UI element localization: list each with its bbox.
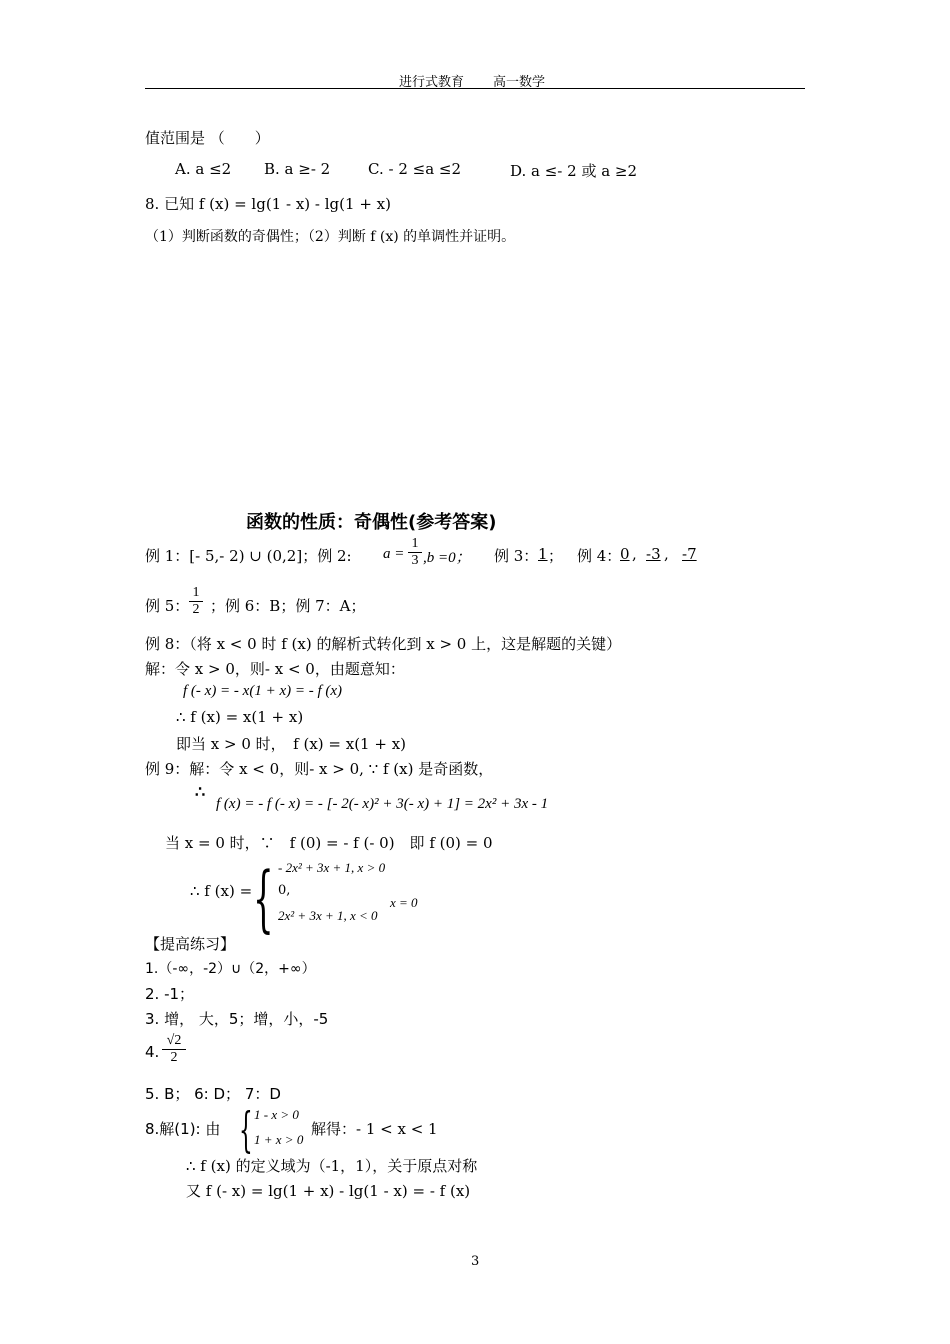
example-5-numerator: 1 [192,585,200,600]
practice-5-7: 5. B； 6: D； 7：D [145,1085,281,1103]
practice-8-domain: ∴ f (x) 的定义域为（-1，1），关于原点对称 [186,1157,478,1175]
practice-4-numerator: √2 [166,1033,182,1048]
example-9-zero-case: 当 x = 0 时，∵ f (0) = - f (- 0) 即 f (0) = 0 [165,834,493,852]
piecewise-lead: ∴ f (x) = [190,882,253,900]
example-2-denominator: 3 [408,552,422,569]
example-5-label: 例 5： [145,597,190,615]
header-rule [145,88,805,89]
example-2-numerator: 1 [411,536,419,551]
piecewise-case-2-cond: x = 0 [390,895,418,910]
practice-8-condition-2: 1 + x > 0 [254,1132,304,1147]
practice-2: 2. -1； [145,985,195,1003]
example-5-7: ；例 6：B；例 7：A； [210,597,366,615]
page-number: 3 [471,1254,480,1269]
question-8: 8. 已知 f (x) = lg(1 - x) - lg(1 + x) [145,195,391,213]
example-4-label: 例 4： [577,547,622,565]
example-9: 例 9：解：令 x < 0，则- x > 0, ∵ f (x) 是奇函数， [145,760,494,778]
example-8-step-3: 即当 x > 0 时， f (x) = x(1 + x) [176,735,407,753]
example-9-equation: f (x) = - f (- x) = - [- 2(- x)² + 3(- x) + 1] = 2x² + 3x - 1 [216,796,549,812]
header-subject: 高一数学 [493,75,546,90]
example-3-label: 例 3： [494,547,539,565]
therefore-symbol: ∴ [195,782,206,801]
example-2-b: ,b =0； [423,550,471,566]
option-d: D. a ≤- 2 或 a ≥2 [510,162,638,180]
practice-4-fraction [162,1033,186,1066]
example-2-a: a = [383,546,405,562]
left-brace-icon: { [253,856,274,940]
example-8: 例 8：（将 x < 0 时 f (x) 的解析式转化到 x > 0 上，这是解题的关键） [145,635,622,653]
left-brace-icon: { [239,1102,253,1158]
piecewise-case-2: 0, [278,883,291,898]
option-b: B. a ≥- 2 [264,160,331,178]
practice-1: 1.（-∞，-2）∪（2，+∞） [145,961,316,977]
answers-title: 函数的性质：奇偶性(参考答案) [246,512,497,533]
practice-4-denominator: 2 [162,1049,186,1066]
example-4-value-1: 0 [620,545,630,563]
example-3-sep: ； [548,547,564,565]
piecewise-case-3: 2x² + 3x + 1, x < 0 [278,908,378,923]
practice-8-condition-1: 1 - x > 0 [254,1107,299,1122]
practice-8-label: 8.解(1): 由 [145,1120,221,1138]
example-4-value-3: -7 [682,545,697,563]
example-5-denominator: 2 [189,601,203,618]
example-8-step-1: f (- x) = - x(1 + x) = - f (x) [183,683,343,699]
example-8-solution: 解：令 x > 0，则- x < 0，由题意知： [145,660,405,678]
example-4-value-2: -3 [646,545,661,563]
option-c: C. - 2 ≤a ≤2 [368,160,462,178]
question-8-subparts: （1）判断函数的奇偶性；（2）判断 f (x) 的单调性并证明。 [145,229,516,245]
example-3-value: 1 [538,545,548,563]
example-5-fraction [189,585,203,618]
example-1-2: 例 1：[- 5,- 2) ∪ (0,2]；例 2: [145,547,352,565]
practice-8-odd: 又 f (- x) = lg(1 + x) - lg(1 - x) = - f (x) [186,1182,471,1200]
question-range-line: 值范围是 （ ） [145,129,270,147]
piecewise-case-1: - 2x² + 3x + 1, x > 0 [278,860,386,875]
practice-title: 【提高练习】 [145,935,236,953]
example-4-comma-1: , [632,545,637,563]
example-8-step-2: ∴ f (x) = x(1 + x) [176,708,304,726]
example-2-fraction [408,536,422,569]
practice-8-solve: 解得：- 1 < x < 1 [311,1120,438,1138]
header-school: 进行式教育 [399,75,465,90]
practice-3: 3. 增， 大，5；增，小，-5 [145,1010,329,1028]
practice-4-label: 4. [145,1043,160,1061]
example-4-comma-2: , [664,545,669,563]
option-a: A. a ≤2 [175,160,232,178]
